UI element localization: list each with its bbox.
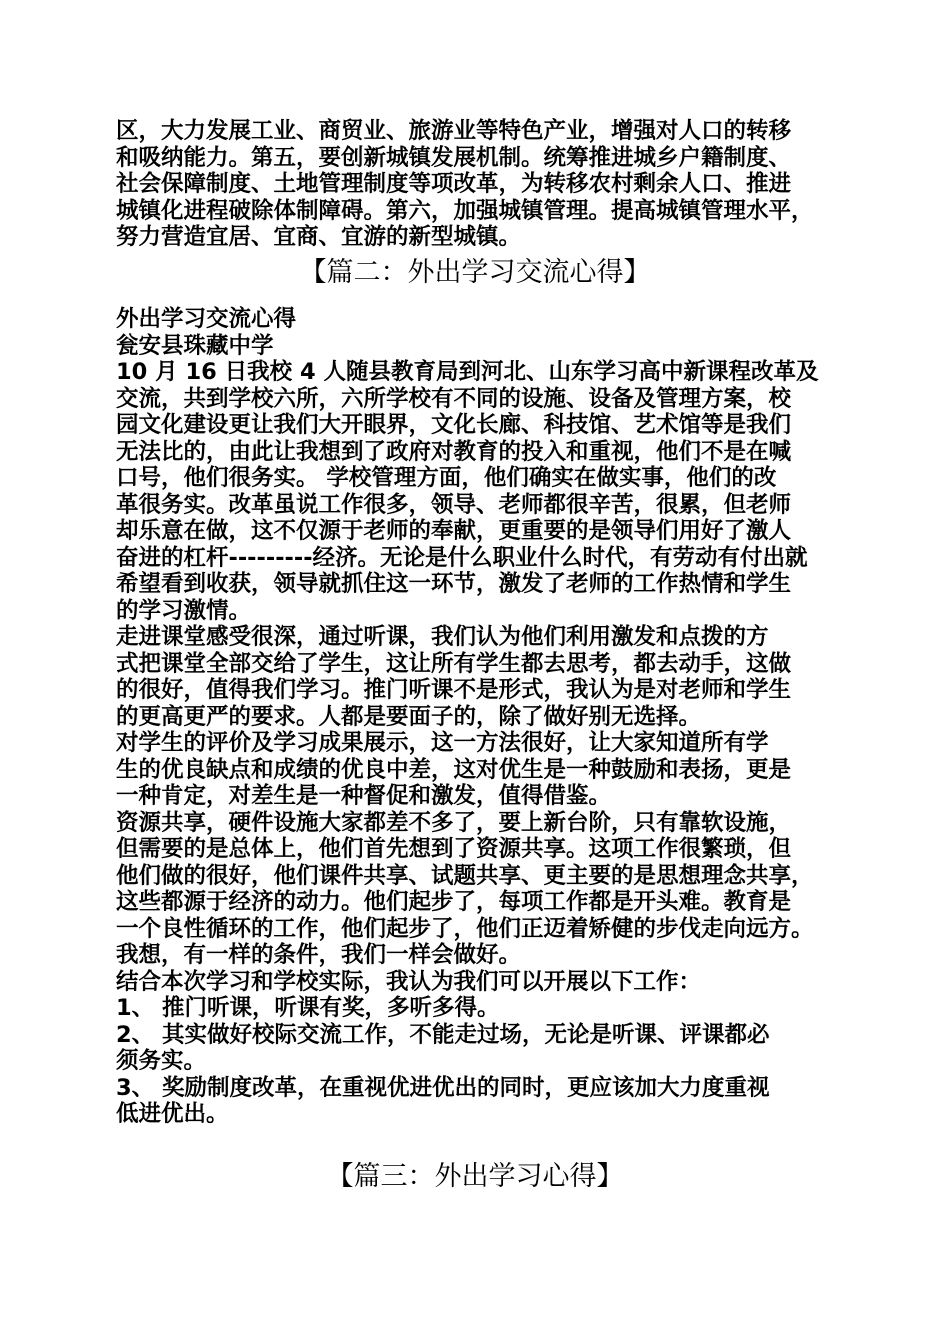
text-line: 结合本次学习和学校实际，我认为我们可以开展以下工作：: [116, 968, 702, 995]
text-line: 的很好，值得我们学习。推门听课不是形式，我认为是对老师和学生: [116, 677, 792, 703]
text-line: 这些都源于经济的动力。他们起步了，每项工作都是开头难。教育是: [116, 889, 792, 915]
section-heading-2: 【篇二：外出学习交流心得】: [299, 257, 651, 288]
text-line: 他们做的很好，他们课件共享、试题共享、更主要的是思想理念共享，: [116, 862, 814, 889]
text-line: 走进课堂感受很深，通过听课，我们认为他们利用激发和点拨的方: [116, 624, 769, 650]
text-line: 园文化建设更让我们大开眼界，文化长廊、科技馆、艺术馆等是我们: [116, 412, 792, 438]
text-line: 口号，他们很务实。 学校管理方面，他们确实在做实事，他们的改: [116, 465, 777, 491]
text-line: 一个良性循环的工作，他们起步了，他们正迈着矫健的步伐走向远方。: [116, 915, 814, 942]
list-item: 1、 推门听课，听课有奖，多听多得。: [116, 995, 500, 1021]
text-line: 低进优出。: [116, 1101, 229, 1127]
list-item: 3、 奖励制度改革，在重视优进优出的同时，更应该加大力度重视: [116, 1074, 770, 1101]
text-line: 10 月 16 日我校 4 人随县教育局到河北、山东学习高中新课程改革及: [116, 359, 819, 385]
text-line: 希望看到收获，领导就抓住这一环节，激发了老师的工作热情和学生: [116, 571, 792, 597]
text-line: 但需要的是总体上，他们首先想到了资源共享。这项工作很繁琐，但: [116, 836, 792, 862]
text-line: 和吸纳能力。第五，要创新城镇发展机制。统筹推进城乡户籍制度、: [116, 144, 792, 171]
text-line: 须务实。: [116, 1048, 207, 1074]
text-line: 的学习激情。: [116, 597, 252, 624]
text-line: 奋进的杠杆---------经济。无论是什么职业什么时代，有劳动有付出就: [116, 544, 808, 571]
text-line: 生的优良缺点和成绩的优良中差，这对优生是一种鼓励和表扬，更是: [116, 756, 792, 783]
text-line: 我想，有一样的条件，我们一样会做好。: [116, 942, 522, 968]
text-line: 的更高更严的要求。人都是要面子的，除了做好别无选择。: [116, 703, 702, 730]
section-heading-3: 【篇三：外出学习心得】: [326, 1161, 624, 1192]
text-line: 交流，共到学校六所，六所学校有不同的设施、设备及管理方案，校: [116, 385, 792, 412]
text-line: 式把课堂全部交给了学生，这让所有学生都去思考，都去动手，这做: [116, 650, 792, 677]
main-article: [116, 306, 846, 1128]
text-line: 革很务实。改革虽说工作很多，领导、老师都很辛苦，很累，但老师: [116, 491, 792, 518]
article-author: 瓮安县珠藏中学: [116, 332, 274, 359]
text-line: 却乐意在做，这不仅源于老师的奉献，更重要的是领导们用好了激人: [116, 518, 792, 544]
text-line: 资源共享，硬件设施大家都差不多了，要上新台阶，只有靠软设施，: [116, 809, 792, 836]
article-title: 外出学习交流心得: [116, 306, 297, 332]
text-line: 对学生的评价及学习成果展示，这一方法很好，让大家知道所有学: [116, 730, 769, 756]
text-line: 一种肯定，对差生是一种督促和激发，值得借鉴。: [116, 783, 612, 809]
text-line: 区，大力发展工业、商贸业、旅游业等特色产业，增强对人口的转移: [116, 118, 792, 144]
text-line: 社会保障制度、土地管理制度等项改革，为转移农村剩余人口、推进: [116, 171, 792, 197]
text-line: 努力营造宜居、宜商、宜游的新型城镇。: [116, 224, 522, 250]
list-item: 2、 其实做好校际交流工作，不能走过场，无论是听课、评课都必: [116, 1021, 770, 1048]
intro-paragraph: [116, 118, 846, 251]
text-line: 无法比的，由此让我想到了政府对教育的投入和重视，他们不是在喊: [116, 438, 792, 465]
text-line: 城镇化进程破除体制障碍。第六，加强城镇管理。提高城镇管理水平，: [116, 197, 814, 224]
